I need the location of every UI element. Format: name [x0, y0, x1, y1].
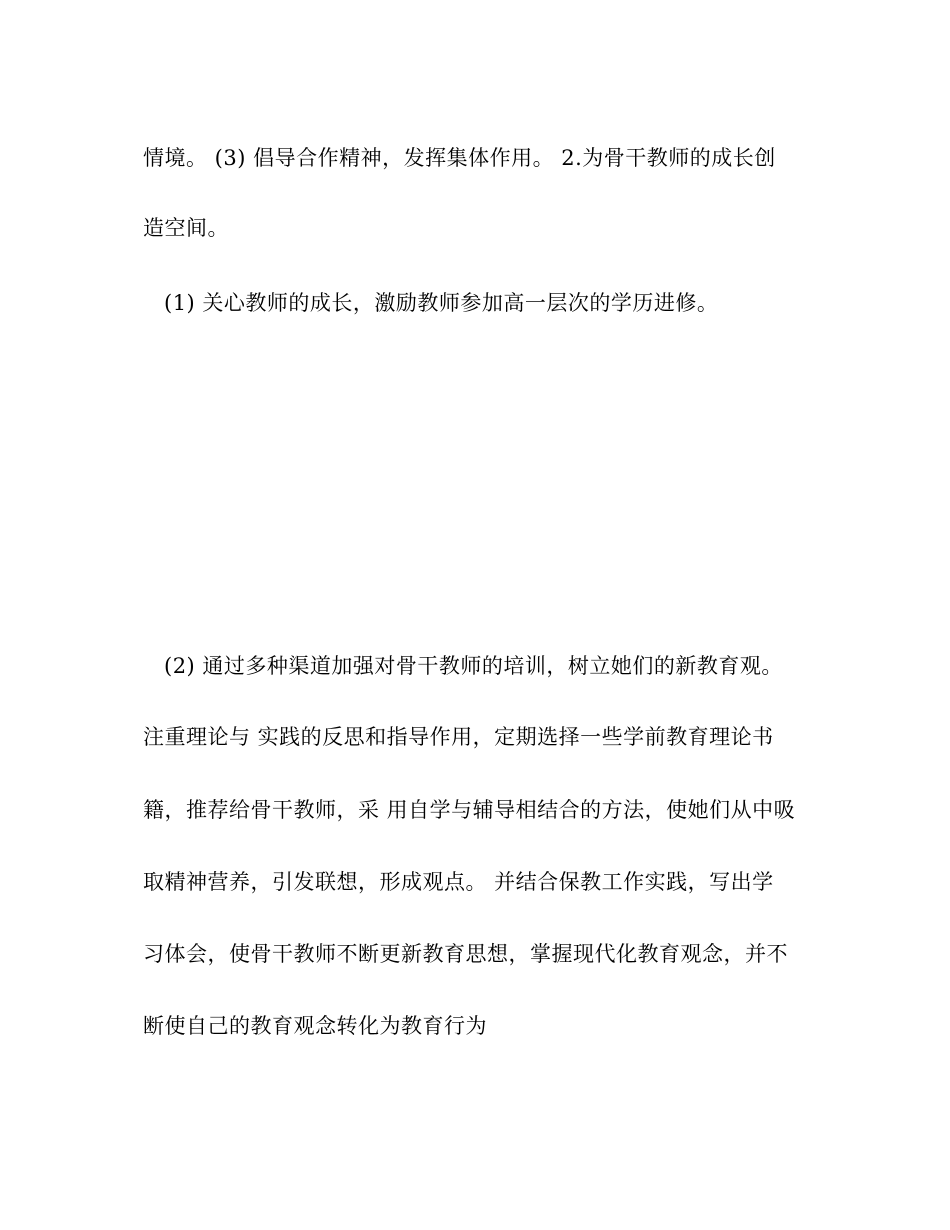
text-line-3: (1) 关心教师的成长，激励教师参加高一层次的学历进修。 [164, 291, 719, 315]
text-line-1: 情境。 (3) 倡导合作精神，发挥集体作用。 2.为骨干教师的成长创 [143, 146, 776, 170]
text-line-9: 断使自己的教育观念转化为教育行为 [143, 1014, 487, 1038]
text-line-7: 取精神营养，引发联想，形成观点。 并结合保教工作实践，写出学 [143, 870, 774, 894]
text-line-6: 籍，推荐给骨干教师，采 用自学与辅导相结合的方法，使她们从中吸 [143, 798, 796, 822]
text-line-8: 习体会，使骨干教师不断更新教育思想，掌握现代化教育观念，并不 [143, 942, 788, 966]
text-line-4: (2) 通过多种渠道加强对骨干教师的培训，树立她们的新教育观。 [164, 654, 783, 678]
text-line-5: 注重理论与 实践的反思和指导作用，定期选择一些学前教育理论书 [143, 725, 774, 749]
text-line-2: 造空间。 [143, 216, 229, 240]
